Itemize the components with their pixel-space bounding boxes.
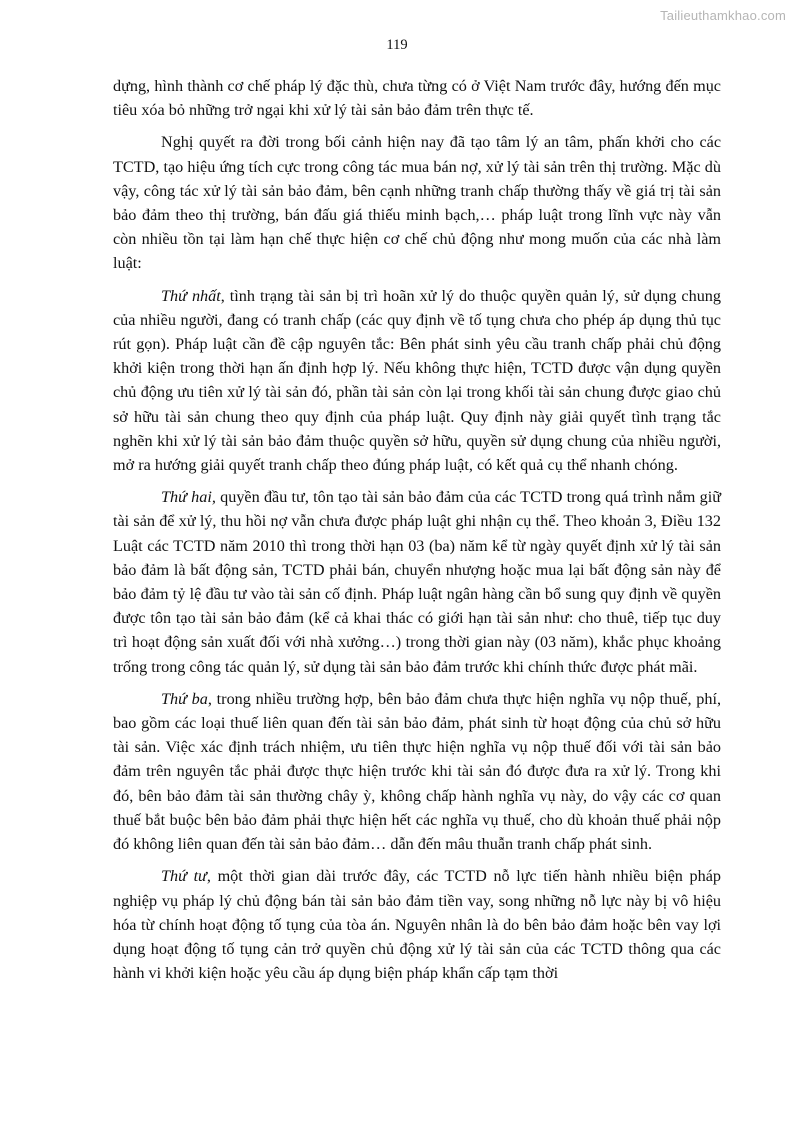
paragraph-third-issue bbox=[113, 687, 721, 856]
paragraph-second-issue bbox=[113, 485, 721, 679]
page-number: 119 bbox=[386, 37, 408, 53]
paragraph-lead: Thứ nhất bbox=[161, 286, 221, 305]
paragraph-text: , tình trạng tài sản bị trì hoãn xử lý do thuộc quyền quản lý, sử dụng chung của nhiều người, đang có tranh chấp (các quy định về tố tụng chưa cho phép áp dụng thủ tục rút gọn). Pháp luật cần đề cập nguyên tắc: Bên phát sinh yêu cầu tranh chấp phải chủ động khởi kiện trong thời hạn ấn định hợp lý. Nếu không thực hiện, TCTD được vận dụng quyền chủ động ưu tiên xử lý tài sản đó, phần tài sản còn lại trong khối tài sản chung được giao chủ sở hữu tài sản chung theo quy định của pháp luật. Quy định này giải quyết tình trạng tắc nghẽn khi xử lý tài sản bảo đảm thuộc quyền sở hữu, quyền sử dụng chung của nhiều người, mở ra hướng giải quyết tranh chấp theo đúng pháp luật, có kết quả cụ thể nhanh chóng. bbox=[113, 286, 721, 475]
watermark: Tailieuthamkhao.com bbox=[660, 8, 786, 23]
paragraph-context bbox=[113, 130, 721, 275]
paragraph-lead: Thứ tư bbox=[161, 867, 207, 886]
paragraph-first-issue bbox=[113, 284, 721, 478]
paragraph-text: quyền đầu tư, tôn tạo tài sản bảo đảm của các TCTD trong quá trình nắm giữ tài sản để xử lý, thu hồi nợ vẫn chưa được pháp luật ghi nhận cụ thể. Theo khoản 3, Điều 132 Luật các TCTD năm 2010 thì trong thời hạn 03 (ba) năm kể từ ngày quyết định xử lý tài sản bảo đảm là bất động sản, TCTD phải bán, chuyển nhượng hoặc mua lại bất động sản này để bảo đảm tỷ lệ đầu tư vào tài sản cố định. Pháp luật ngân hàng cần bổ sung quy định về quyền được tôn tạo tài sản bảo đảm (kể cả khai thác có giới hạn tài sản như: cho thuê, tiếp tục duy trì hoạt động sản xuất đối với nhà xưởng…) trong thời gian này (03 năm), khắc phục khoảng trống trong công tác quản lý, sử dụng tài sản bảo đảm trước khi chính thức được phát mãi. bbox=[113, 488, 721, 676]
paragraph-text: , một thời gian dài trước đây, các TCTD nỗ lực tiến hành nhiều biện pháp nghiệp vụ pháp lý chủ động bán tài sản bảo đảm tiền vay, song những nỗ lực này bị vô hiệu hóa từ chính hoạt động tố tụng của tòa án. Nguyên nhân là do bên bảo đảm hoặc bên vay lợi dụng hoạt động tố tụng cản trở quyền chủ động xử lý tài sản của các TCTD thông qua các hành vi khởi kiện hoặc yêu cầu áp dụng biện pháp khẩn cấp tạm thời bbox=[113, 867, 721, 983]
paragraph-text: Nghị quyết ra đời trong bối cảnh hiện nay đã tạo tâm lý an tâm, phấn khởi cho các TCTD, tạo hiệu ứng tích cực trong công tác mua bán nợ, xử lý tài sản trên thị trường. Mặc dù vậy, công tác xử lý tài sản bảo đảm, bên cạnh những tranh chấp thường thấy về giá trị tài sản bảo đảm theo thị trường, bán đấu giá thiếu minh bạch,… pháp luật trong lĩnh vực này vẫn còn nhiều tồn tại làm hạn chế thực hiện cơ chế chủ động như mong muốn của các nhà làm luật: bbox=[113, 133, 721, 273]
paragraph-lead: Thứ hai, bbox=[161, 488, 216, 507]
paragraph-lead: Thứ ba bbox=[161, 689, 208, 708]
paragraph-text: dựng, hình thành cơ chế pháp lý đặc thù, chưa từng có ở Việt Nam trước đây, hướng đến mục tiêu xóa bỏ những trở ngại khi xử lý tài sản bảo đảm trên thực tế. bbox=[113, 77, 721, 120]
paragraph-text: , trong nhiều trường hợp, bên bảo đảm chưa thực hiện nghĩa vụ nộp thuế, phí, bao gồm các loại thuế liên quan đến tài sản bảo đảm, phát sinh từ hoạt động của chủ sở hữu tài sản. Việc xác định trách nhiệm, ưu tiên thực hiện nghĩa vụ nộp thuế đối với tài sản bảo đảm trên nguyên tắc phải được thực hiện trước khi tài sản đó được đưa ra xử lý. Trong khi đó, bên bảo đảm tài sản thường chây ỳ, không chấp hành nghĩa vụ này, do vậy các cơ quan thuế bắt buộc bên bảo đảm phải thực hiện hết các nghĩa vụ thuế, cho dù khoản thuế phải nộp đó không liên quan đến tài sản bảo đảm… dẫn đến mâu thuẫn tranh chấp phát sinh. bbox=[113, 689, 721, 854]
paragraph-fourth-issue bbox=[113, 864, 721, 985]
paragraph-continuation bbox=[113, 74, 721, 122]
document-body bbox=[113, 74, 721, 993]
